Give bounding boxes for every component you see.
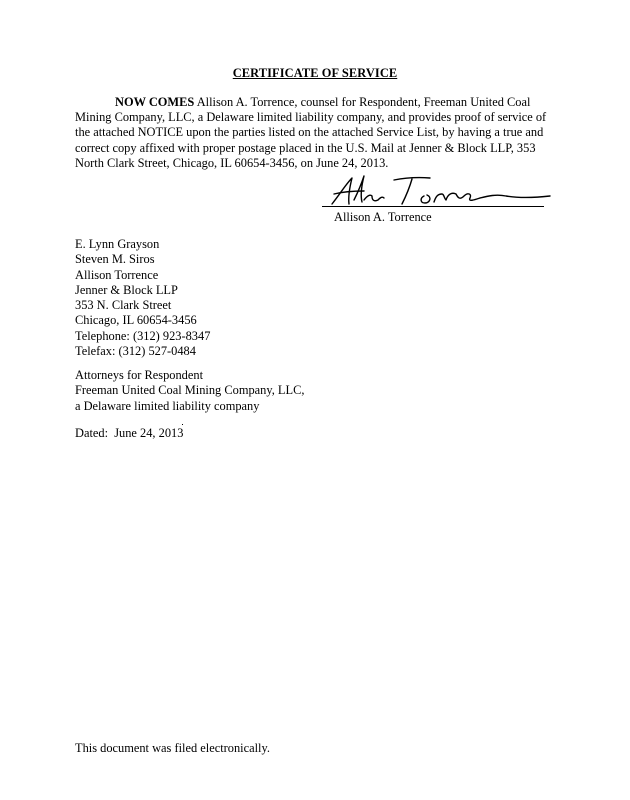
signature-block (312, 170, 562, 224)
address-block (75, 237, 210, 359)
address-line: E. Lynn Grayson (75, 237, 160, 251)
filed-electronically-note: This document was filed electronically. (75, 741, 270, 755)
paragraph-lead: NOW COMES (115, 95, 195, 109)
address-line: Allison Torrence (75, 267, 159, 282)
signature-line (322, 206, 544, 207)
address-line: Chicago, IL 60654-3456 (75, 313, 197, 328)
dated-line: Dated: June 24, 2013 (75, 426, 184, 440)
handwritten-signature (312, 170, 562, 210)
attorneys-line: Attorneys for Respondent (75, 368, 204, 382)
address-line: Telephone: (312) 923-8347 (75, 328, 211, 343)
document-title: CERTIFICATE OF SERVICE (232, 66, 398, 80)
address-line: Jenner & Block LLP (75, 282, 178, 297)
address-line: Steven M. Siros (75, 252, 155, 267)
signer-name: Allison A. Torrence (334, 210, 432, 224)
attorneys-line: Freeman United Coal Mining Company, LLC, (75, 383, 305, 398)
address-line: 353 N. Clark Street (75, 298, 172, 313)
paragraph-text: Allison A. Torrence, counsel for Respondent, Freeman United Coal Mining Company, LLC, a Delaware limited liability company, and provides proof of service of the attached NOTICE upon the parties listed on the attached Service List, by having a true and correct copy affixed with proper postage placed in the U.S. Mail at Jenner & Block LLP, 353 North Clark Street, Chicago, IL 60654-3456, on June 24, 2013. (75, 95, 547, 170)
service-paragraph (75, 95, 551, 171)
address-line: Telefax: (312) 527-0484 (75, 344, 196, 359)
attorneys-block (75, 368, 304, 414)
scan-speck (182, 424, 183, 425)
attorneys-line: a Delaware limited liability company (75, 398, 260, 413)
